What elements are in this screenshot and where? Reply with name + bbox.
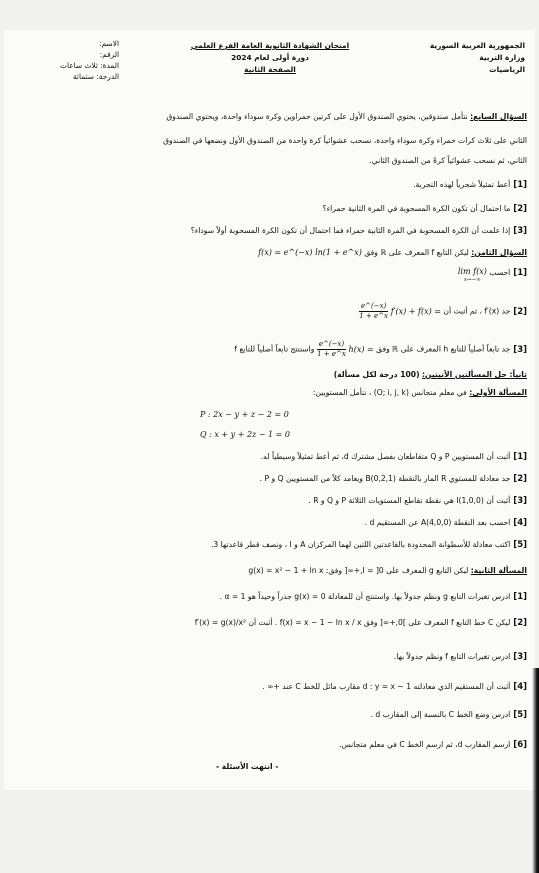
q7-line-1: السؤال السابع: نتأمل صندوقين، يحتوي الصندوق الأول على كرتين حمراوين وكرة سوداء واحدة، ويحتوي الصندوق [166,112,527,121]
q7-item-3: [3]إذا علمت أن الكرة المسحوبة في المرة الثانية حمراء فما احتمال أن تكون الكرة المسحوبة أولاً سوداء؟ [190,226,527,236]
q7-title: السؤال السابع: [470,112,527,121]
p2-item-1: [1]ادرس تغيرات التابع g ونظم جدولاً بها. واستنتج أن للمعادلة g(x) = 0 جذراً وحيداً هو α = 1 . [219,592,527,602]
fraction-expression: $\frac{e\^{}(-x)}{1 + e\^{}x}$ [359,302,389,320]
p2-item-6: [6]ارسم المقارب d، ثم ارسم الخط C في معلم متجانس. [339,740,527,750]
duration-label: المدة: ثلاث ساعات [60,61,120,70]
fraction-expression: $\frac{e\^{}(-x)}{1 + e\^{}x}$ [317,340,346,358]
problem2-intro: المسألة الثانية: ليكن التابع g المعرف على I = ]0,+∞[ وفق: g(x) = x² − 1 + ln x [248,566,527,575]
q8-item-1: [1]احسب lim f(x) x→−∞ [457,267,527,283]
p1-item-3: [3]أثبت أن I(1,0,0) هي نقطة تقاطع المستويات الثلاثة P و Q و R . [308,496,527,506]
p1-item-4: [4]احسب بعد النقطة A(4,0,0) عن المستقيم d . [364,518,527,528]
name-label: الاسم: [99,39,120,48]
p1-item-5: [5]اكتب معادلة للأسطوانة المحدودة بالقاعدتين اللتين لهما المركزان A و I ، ونصف قطر قاعدتها 3. [211,540,527,550]
q8-title: السؤال الثامن: [471,248,527,257]
header-center [150,40,390,76]
problem1-title: المسألة الأولى: [469,388,527,397]
q8-item-2: [2]جد f′(x) ، ثم أثبت أن f′(x) + f(x) = $\frac{e\^{}(-x)}{1 + e\^{}x}$ [359,302,527,320]
q7-item-1: [1]أعط تمثيلاً شجرياً لهذه التجربة. [413,180,527,190]
country-name: الجمهورية العربية السورية [429,41,525,50]
exam-session: دورة أولى لعام 2024 [231,53,309,62]
limit-expression: lim f(x) x→−∞ [457,267,487,283]
q8-formula: f(x) = e^(−x) ln(1 + e^x) [258,248,362,257]
header-right [430,40,525,76]
p2-item-2: [2]ليكن C خط التابع f المعرف على ]0,+∞[ وفق f(x) = x − 1 − ln x / x . أثبت أن f′(x) = g(x)/x² [194,618,527,628]
p1-item-2: [2]جد معادلة للمستوي R المار بالنقطة B(0,2,1) ويعامد كلاً من المستويين Q و P . [259,474,527,484]
plane-p-equation: P : 2x − y + z − 2 = 0 [200,410,289,419]
q8-item-3: [3]جد تابعاً أصلياً للتابع h المعرف على ℝ وفق h(x) = $\frac{e\^{}(-x)}{1 + e\^{}x}$ واستنتج تابعاً أصلياً للتابع f [234,340,527,358]
ministry-name: وزارة التربية [479,53,525,62]
q8-intro: السؤال الثامن: ليكن التابع f المعرف على ℝ وفق f(x) = e^(−x) ln(1 + e^x) [258,248,527,257]
q7-item-2: [2]ما احتمال أن تكون الكرة المسحوبة في المرة الثانية حمراء؟ [322,204,527,214]
q7-line-3: الثاني، ثم نسحب عشوائياً كرةً من الصندوق الثاني. [369,156,527,165]
problem1-intro: المسألة الأولى: في معلم متجانس (O; i, j, k) ، نتأمل المستويين: [312,388,527,397]
p2-item-4: [4]أثبت أن المستقيم الذي معادلته d : y = x − 1 مقارب مائل للخط C عند +∞ . [262,682,527,692]
q7-line-2: الثاني على ثلاث كرات حمراء وكرة سوداء واحدة، نسحب عشوائياً كرة واحدة من الصندوق الأول ونضعها في الصندوق [163,136,527,145]
grade-label: الدرجة: ستمائة [72,72,120,81]
plane-q-equation: Q : x + y + 2z − 1 = 0 [200,430,291,439]
page-edge-shadow [532,668,539,873]
header-left [60,38,119,82]
subject-name: الرياضيات [489,65,525,74]
p2-item-3: [3]ادرس تغيرات التابع f ونظم جدولاً بها. [393,652,527,662]
part2-heading: ثانياً: حل المسألتين الآتيتين: (100 درجة لكل مسألة) [333,370,527,379]
end-of-questions: - انتهت الأسئلة - [216,762,279,771]
number-label: الرقم: [99,50,120,59]
p2-item-5: [5]ادرس وضع الخط C بالنسبة إلى المقارب d . [370,710,527,720]
problem2-title: المسألة الثانية: [470,566,527,575]
page-number: الصفحة الثانية [244,65,296,74]
p1-item-1: [1]أثبت أن المستويين P و Q متقاطعان بفصل مشترك d، ثم أعط تمثيلاً وسيطياً له. [260,452,527,462]
exam-title: امتحان الشهادة الثانوية العامة الفرع العلمي [190,41,350,50]
